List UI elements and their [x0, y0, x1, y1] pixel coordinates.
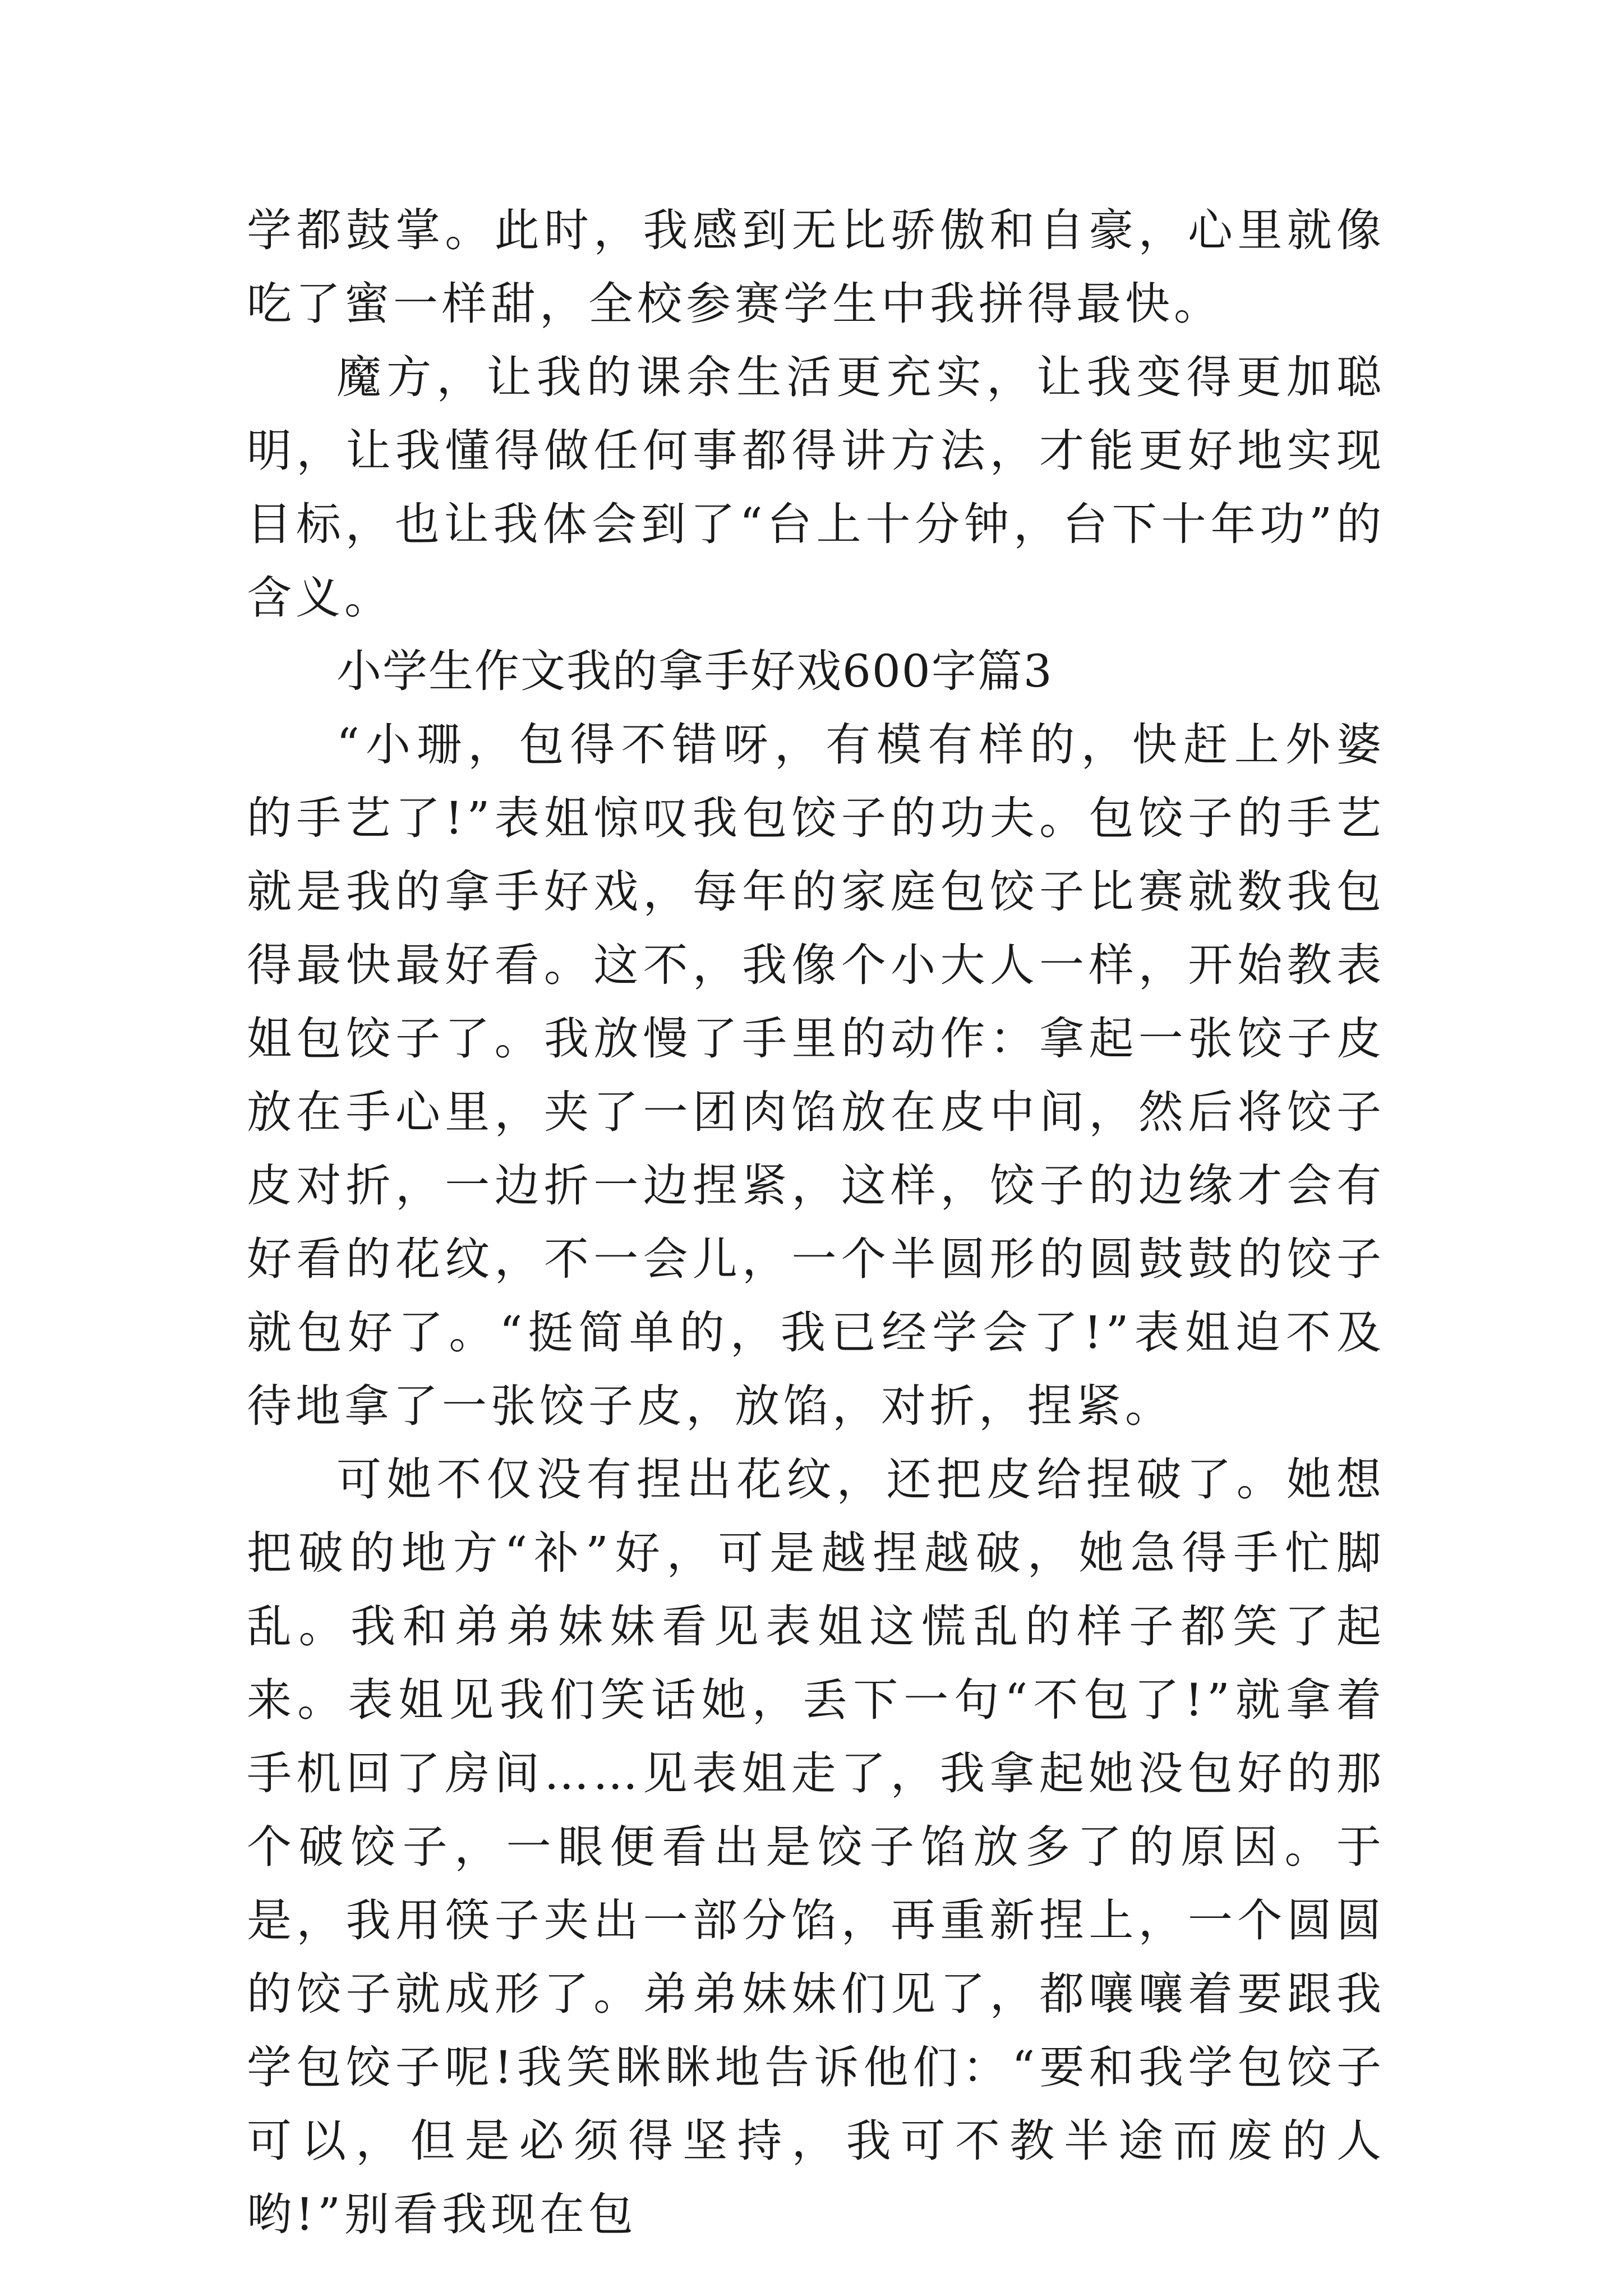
document-body — [247, 194, 1385, 2251]
paragraph-dumplings-intro: “小珊，包得不错呀，有模有样的，快赶上外婆的手艺了!”表姐惊叹我包饺子的功夫。包饺子的手艺就是我的拿手好戏，每年的家庭包饺子比赛就数我包得最快最好看。这不，我像个小大人一样，开始教表姐包饺子了。我放慢了手里的动作：拿起一张饺子皮放在手心里，夹了一团肉馅放在皮中间，然后将饺子皮对折，一边折一边捏紧，这样，饺子的边缘才会有好看的花纹，不一会儿，一个半圆形的圆鼓鼓的饺子就包好了。“挺简单的，我已经学会了!”表姐迫不及待地拿了一张饺子皮，放馅，对折，捏紧。 — [247, 719, 1385, 1432]
paragraph-dumplings-story: 可她不仅没有捏出花纹，还把皮给捏破了。她想把破的地方“补”好，可是越捏越破，她急得手忙脚乱。我和弟弟妹妹看见表姐这慌乱的样子都笑了起来。表姐见我们笑话她，丢下一句“不包了!”就拿着手机回了房间……见表姐走了，我拿起她没包好的那个破饺子，一眼便看出是饺子馅放多了的原因。于是，我用筷子夹出一部分馅，再重新捏上，一个圆圆的饺子就成形了。弟弟妹妹们见了，都嚷嚷着要跟我学包饺子呢!我笑眯眯地告诉他们：“要和我学包饺子可以，但是必须得坚持，我可不教半途而废的人哟!”别看我现在包 — [247, 1453, 1385, 2240]
section-heading: 小学生作文我的拿手好戏600字篇3 — [336, 645, 1053, 697]
paragraph-rubiks-cube-conclusion: 魔方，让我的课余生活更充实，让我变得更加聪明，让我懂得做任何事都得讲方法，才能更好地实现目标，也让我体会到了“台上十分钟，台下十年功”的含义。 — [247, 351, 1385, 624]
paragraph-continuation: 学都鼓掌。此时，我感到无比骄傲和自豪，心里就像吃了蜜一样甜，全校参赛学生中我拼得最快。 — [247, 204, 1385, 330]
